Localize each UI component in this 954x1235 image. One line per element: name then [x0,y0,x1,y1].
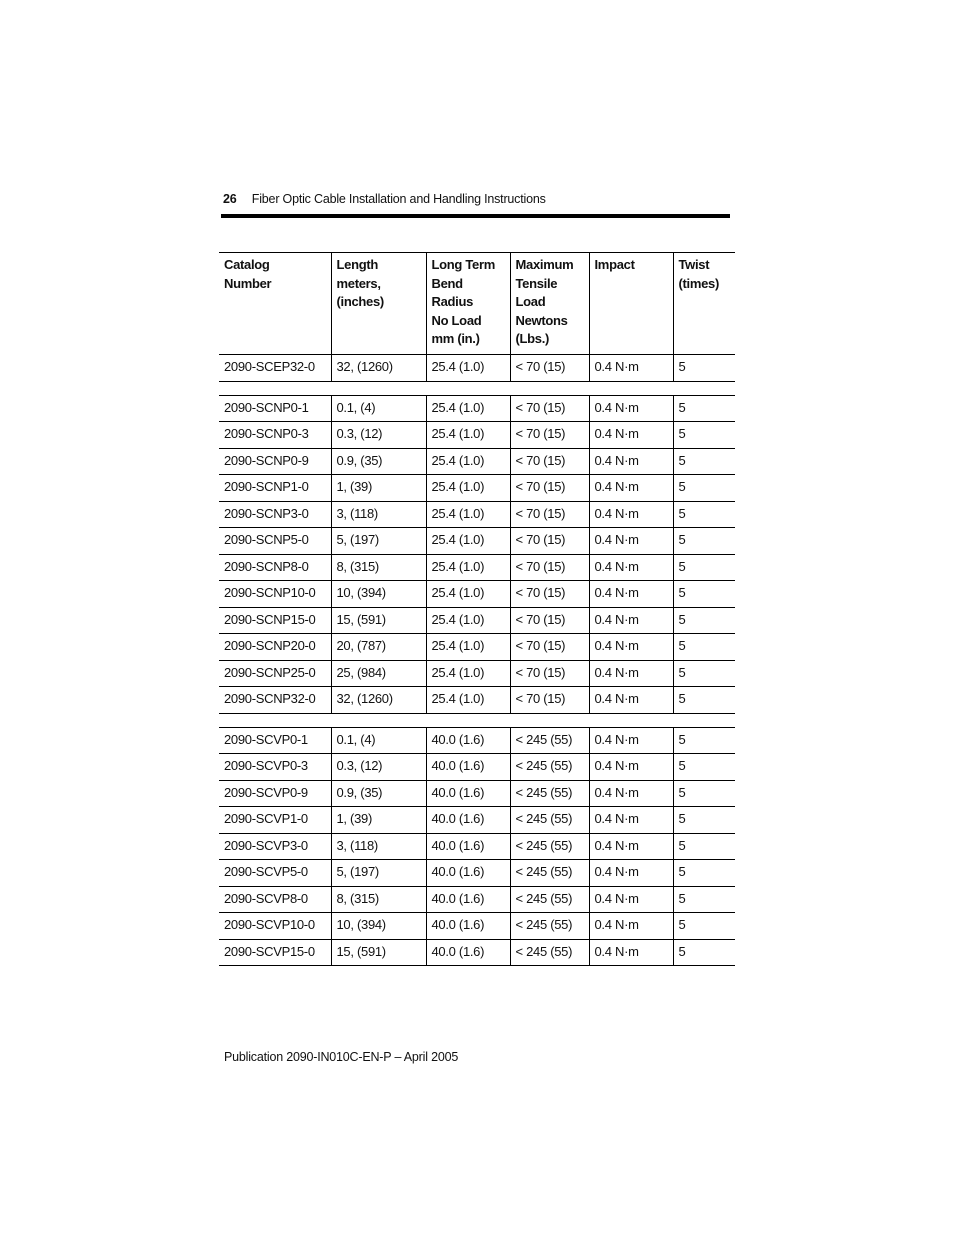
cell-catalog-number: 2090-SCNP25-0 [219,660,331,687]
cell-length: 0.9, (35) [331,780,426,807]
cell-impact: 0.4 N·m [589,475,673,502]
page-number: 26 [223,192,237,206]
column-header-line: (inches) [336,294,384,310]
cell-tensile-load: < 70 (15) [510,475,589,502]
cell-twist: 5 [673,501,735,528]
cell-catalog-number: 2090-SCNP0-3 [219,422,331,449]
cell-tensile-load: < 70 (15) [510,581,589,608]
cable-spec-table [219,252,735,966]
column-header-line: Maximum [515,257,574,272]
table-row [219,807,735,834]
cell-bend-radius: 40.0 (1.6) [426,833,510,860]
cell-length: 5, (197) [331,528,426,555]
cell-tensile-load: < 70 (15) [510,607,589,634]
cell-bend-radius: 25.4 (1.0) [426,448,510,475]
cell-catalog-number: 2090-SCVP1-0 [219,807,331,834]
cell-twist: 5 [673,607,735,634]
cell-length: 1, (39) [331,807,426,834]
cell-bend-radius: 25.4 (1.0) [426,475,510,502]
cell-twist: 5 [673,448,735,475]
cell-tensile-load: < 245 (55) [510,833,589,860]
table-row [219,501,735,528]
publication-footer: Publication 2090-IN010C-EN-P – April 2005 [224,1050,459,1064]
cell-bend-radius: 40.0 (1.6) [426,939,510,966]
cell-bend-radius: 40.0 (1.6) [426,886,510,913]
column-header-twist [673,253,735,355]
column-header-impact [589,253,673,355]
group-separator [219,381,735,395]
cell-catalog-number: 2090-SCVP5-0 [219,860,331,887]
cell-length: 8, (315) [331,886,426,913]
cell-twist: 5 [673,860,735,887]
column-header-line: mm (in.) [431,331,480,347]
column-header-line: Twist [678,257,710,272]
column-header-line: Length [336,257,379,272]
column-header-line: (times) [678,275,720,291]
cell-length: 0.1, (4) [331,395,426,422]
cell-impact: 0.4 N·m [589,807,673,834]
group-separator-cell [219,713,735,727]
column-header-line: meters, [336,275,381,291]
cell-catalog-number: 2090-SCNP10-0 [219,581,331,608]
cell-twist: 5 [673,395,735,422]
cell-twist: 5 [673,913,735,940]
cell-tensile-load: < 70 (15) [510,687,589,714]
cell-bend-radius: 25.4 (1.0) [426,634,510,661]
cell-twist: 5 [673,833,735,860]
cell-impact: 0.4 N·m [589,422,673,449]
cell-impact: 0.4 N·m [589,687,673,714]
cell-length: 3, (118) [331,501,426,528]
cell-length: 1, (39) [331,475,426,502]
cell-length: 0.3, (12) [331,422,426,449]
cell-tensile-load: < 70 (15) [510,355,589,382]
table-row [219,422,735,449]
cell-bend-radius: 25.4 (1.0) [426,422,510,449]
cell-twist: 5 [673,355,735,382]
cell-bend-radius: 40.0 (1.6) [426,727,510,754]
cell-impact: 0.4 N·m [589,554,673,581]
column-header-line: Radius [431,294,474,310]
cell-catalog-number: 2090-SCVP0-1 [219,727,331,754]
cell-length: 10, (394) [331,913,426,940]
cell-tensile-load: < 245 (55) [510,913,589,940]
cell-twist: 5 [673,422,735,449]
table-header-row [219,253,735,355]
cell-tensile-load: < 245 (55) [510,727,589,754]
column-header-line: Impact [594,257,635,272]
cell-impact: 0.4 N·m [589,913,673,940]
table-row [219,727,735,754]
cell-length: 5, (197) [331,860,426,887]
cell-bend-radius: 25.4 (1.0) [426,660,510,687]
cell-bend-radius: 40.0 (1.6) [426,807,510,834]
cell-impact: 0.4 N·m [589,501,673,528]
column-header-line: Long Term [431,257,495,272]
cell-impact: 0.4 N·m [589,448,673,475]
cell-impact: 0.4 N·m [589,607,673,634]
table-body [219,355,735,966]
table-row [219,448,735,475]
cell-twist: 5 [673,660,735,687]
cell-catalog-number: 2090-SCNP1-0 [219,475,331,502]
cell-impact: 0.4 N·m [589,660,673,687]
cell-bend-radius: 25.4 (1.0) [426,687,510,714]
cell-length: 20, (787) [331,634,426,661]
column-header-line: Tensile [515,275,558,291]
table-row [219,395,735,422]
cell-bend-radius: 25.4 (1.0) [426,528,510,555]
cell-twist: 5 [673,939,735,966]
group-separator-cell [219,381,735,395]
cell-catalog-number: 2090-SCNP32-0 [219,687,331,714]
cell-twist: 5 [673,807,735,834]
cell-tensile-load: < 70 (15) [510,422,589,449]
column-header-catalog-number [219,253,331,355]
cell-catalog-number: 2090-SCNP8-0 [219,554,331,581]
column-header-tensile-load [510,253,589,355]
table-row [219,939,735,966]
cell-length: 25, (984) [331,660,426,687]
cell-length: 3, (118) [331,833,426,860]
cell-length: 0.1, (4) [331,727,426,754]
cell-length: 0.9, (35) [331,448,426,475]
cell-tensile-load: < 245 (55) [510,807,589,834]
cell-catalog-number: 2090-SCEP32-0 [219,355,331,382]
column-header-line: Catalog [224,257,270,272]
cell-tensile-load: < 245 (55) [510,886,589,913]
column-header-line: No Load [431,312,482,328]
table-row [219,634,735,661]
table-row [219,607,735,634]
document-title: Fiber Optic Cable Installation and Handling Instructions [251,192,546,206]
column-header-length [331,253,426,355]
cell-impact: 0.4 N·m [589,581,673,608]
table-row [219,475,735,502]
cell-tensile-load: < 70 (15) [510,501,589,528]
column-header-line: Number [224,275,272,291]
table-row [219,581,735,608]
cell-bend-radius: 40.0 (1.6) [426,780,510,807]
table-row [219,833,735,860]
page-header [223,192,730,210]
cell-tensile-load: < 70 (15) [510,554,589,581]
cell-length: 32, (1260) [331,687,426,714]
table-row [219,860,735,887]
cell-twist: 5 [673,554,735,581]
column-header-bend-radius [426,253,510,355]
header-rule [221,214,730,218]
table-row [219,528,735,555]
cell-catalog-number: 2090-SCVP0-9 [219,780,331,807]
table-row [219,687,735,714]
cell-impact: 0.4 N·m [589,727,673,754]
cell-catalog-number: 2090-SCVP15-0 [219,939,331,966]
cell-bend-radius: 25.4 (1.0) [426,355,510,382]
cell-bend-radius: 25.4 (1.0) [426,501,510,528]
cell-catalog-number: 2090-SCNP15-0 [219,607,331,634]
cell-bend-radius: 25.4 (1.0) [426,554,510,581]
table-row [219,780,735,807]
table-row [219,754,735,781]
table-row [219,355,735,382]
cell-twist: 5 [673,687,735,714]
cell-length: 10, (394) [331,581,426,608]
cell-catalog-number: 2090-SCNP3-0 [219,501,331,528]
cell-catalog-number: 2090-SCVP0-3 [219,754,331,781]
group-separator [219,713,735,727]
column-header-line: Newtons [515,312,568,328]
cell-tensile-load: < 70 (15) [510,448,589,475]
cell-impact: 0.4 N·m [589,833,673,860]
cell-catalog-number: 2090-SCNP0-9 [219,448,331,475]
cell-twist: 5 [673,727,735,754]
table-row [219,660,735,687]
cell-bend-radius: 40.0 (1.6) [426,860,510,887]
cell-bend-radius: 40.0 (1.6) [426,754,510,781]
cell-tensile-load: < 245 (55) [510,754,589,781]
cell-impact: 0.4 N·m [589,754,673,781]
cell-tensile-load: < 70 (15) [510,634,589,661]
cell-twist: 5 [673,581,735,608]
cell-length: 15, (591) [331,939,426,966]
cell-impact: 0.4 N·m [589,634,673,661]
cell-length: 15, (591) [331,607,426,634]
cell-tensile-load: < 245 (55) [510,939,589,966]
cell-catalog-number: 2090-SCVP3-0 [219,833,331,860]
table-row [219,913,735,940]
cell-length: 8, (315) [331,554,426,581]
column-header-line: (Lbs.) [515,331,550,347]
cell-twist: 5 [673,780,735,807]
cell-impact: 0.4 N·m [589,355,673,382]
cell-impact: 0.4 N·m [589,886,673,913]
cell-catalog-number: 2090-SCNP20-0 [219,634,331,661]
table-row [219,554,735,581]
column-header-line: Bend [431,275,463,291]
cell-length: 32, (1260) [331,355,426,382]
table-row [219,886,735,913]
cell-impact: 0.4 N·m [589,395,673,422]
cell-twist: 5 [673,754,735,781]
column-header-line: Load [515,294,546,310]
cell-tensile-load: < 70 (15) [510,395,589,422]
cell-length: 0.3, (12) [331,754,426,781]
cell-impact: 0.4 N·m [589,860,673,887]
cell-catalog-number: 2090-SCNP5-0 [219,528,331,555]
cell-twist: 5 [673,886,735,913]
cell-twist: 5 [673,528,735,555]
cell-bend-radius: 25.4 (1.0) [426,607,510,634]
cell-catalog-number: 2090-SCVP8-0 [219,886,331,913]
cell-twist: 5 [673,634,735,661]
cell-impact: 0.4 N·m [589,939,673,966]
cell-bend-radius: 40.0 (1.6) [426,913,510,940]
cell-catalog-number: 2090-SCNP0-1 [219,395,331,422]
cell-twist: 5 [673,475,735,502]
cell-tensile-load: < 70 (15) [510,528,589,555]
cell-tensile-load: < 70 (15) [510,660,589,687]
cell-bend-radius: 25.4 (1.0) [426,581,510,608]
cell-bend-radius: 25.4 (1.0) [426,395,510,422]
cell-impact: 0.4 N·m [589,528,673,555]
cell-catalog-number: 2090-SCVP10-0 [219,913,331,940]
cell-tensile-load: < 245 (55) [510,860,589,887]
cell-tensile-load: < 245 (55) [510,780,589,807]
cell-impact: 0.4 N·m [589,780,673,807]
